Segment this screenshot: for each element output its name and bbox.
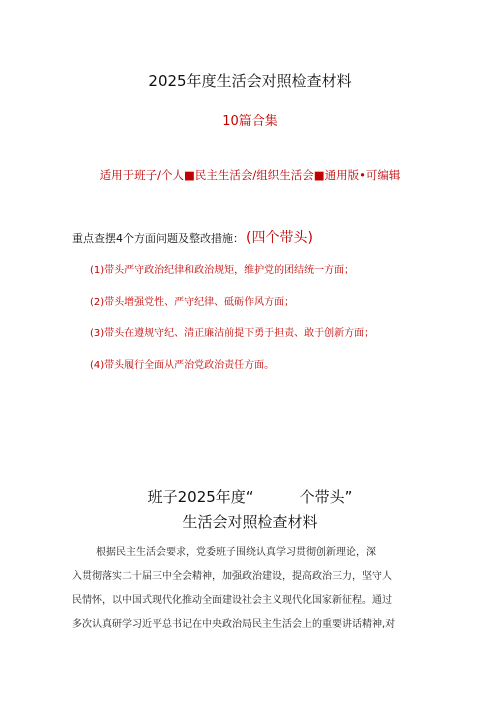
applicability-note: 适用于班子/个人■民主生活会/组织生活会■通用版•可编辑 [99,168,401,182]
focus-point: (2)带头增强党性、严守纪律、砥砺作风方面； [90,297,295,308]
body-paragraph-line: 根据民主生活会要求，党委班子围绕认真学习贯彻创新理论，深 [96,547,376,558]
section-title [0,486,500,507]
section-title-part1: 班子2025年度“ [147,488,254,506]
focus-heading [72,227,313,247]
body-paragraph-line: 民情怀，以中国式现代化推动全面建设社会主义现代化国家新征程。通过 [72,595,392,606]
focus-label: 重点查摆4个方面问题及整改措施： [72,232,244,245]
body-paragraph-line: 多次认真研学习近平总书记在中央政治局民主生活会上的重要讲话精神,对 [72,619,396,630]
focus-badge: (四个带头) [246,230,313,246]
collection-subtitle: 10篇合集 [222,114,278,129]
focus-point: (1)带头严守政治纪律和政治规矩，维护党的团结统一方面； [90,265,355,276]
focus-point: (3)带头在遵规守纪、清正廉洁前提下勇于担责、敢于创新方面； [90,328,375,339]
focus-point: (4)带头履行全面从严治党政治责任方面。 [90,360,275,371]
section-title-line2: 生活会对照检查材料 [182,513,318,531]
section-title-part2: 个带头” [299,488,353,506]
body-paragraph-line: 入贯彻落实二十届三中全会精神，加强政治建设，提高政治三力，坚守人 [72,571,392,582]
document-title: 2025年度生活会对照检查材料 [148,72,352,90]
